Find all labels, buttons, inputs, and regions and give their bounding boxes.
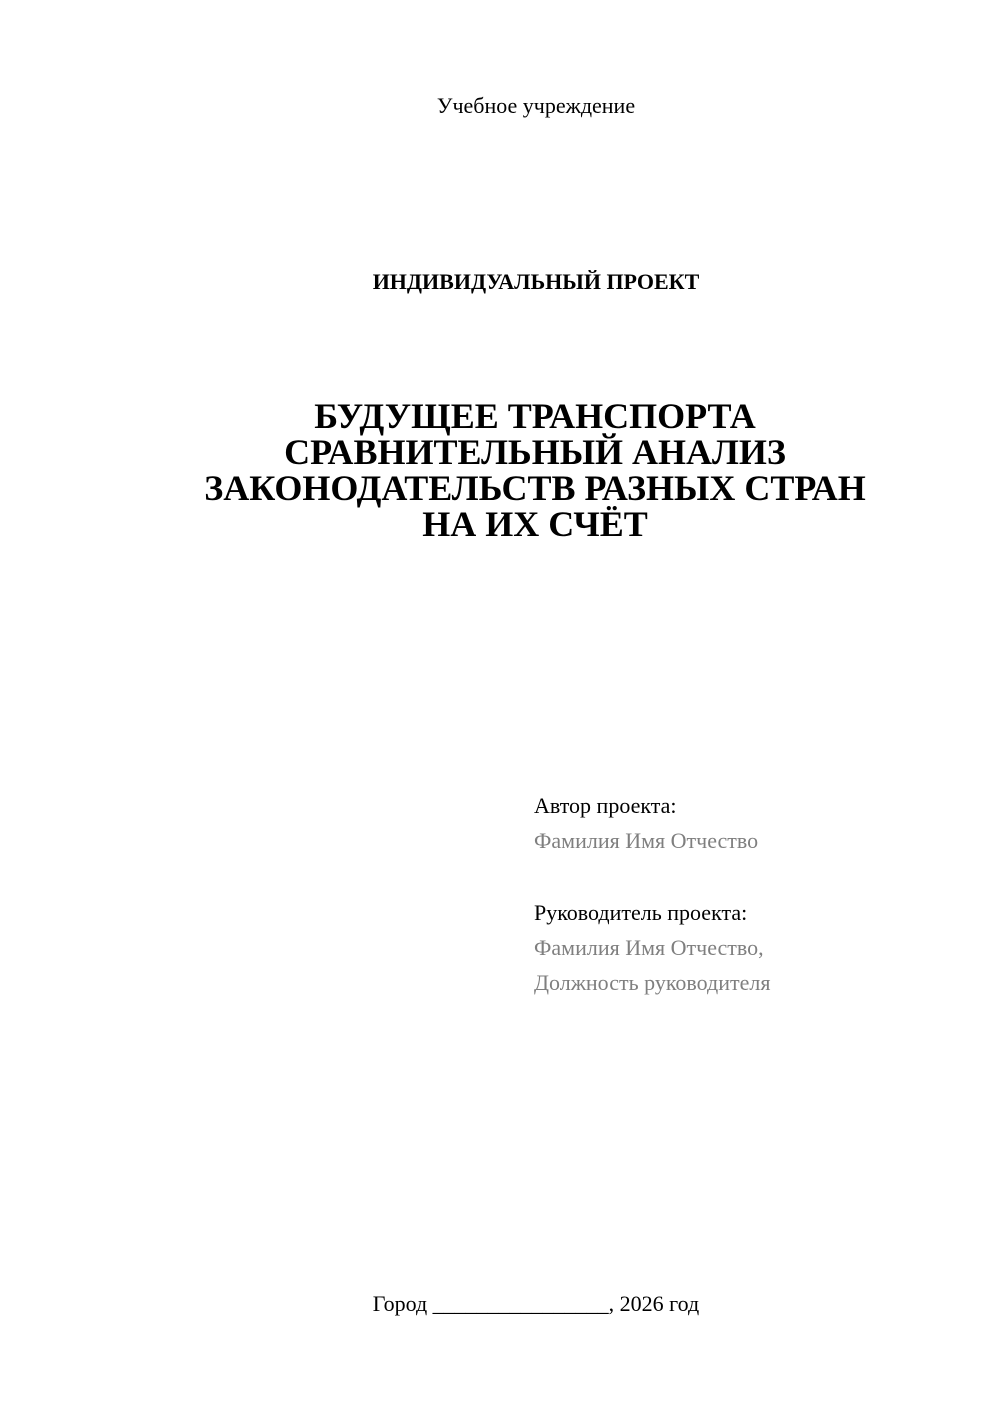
supervisor-position: Должность руководителя	[534, 970, 771, 995]
city-year-line: Город ________________, 2026 год	[372, 1291, 700, 1316]
supervisor-label: Руководитель проекта:	[534, 900, 748, 925]
institution-name: Учебное учреждение	[436, 93, 636, 118]
project-title-line: НА ИХ СЧЁТ	[422, 504, 648, 544]
project-title-line: БУДУЩЕЕ ТРАНСПОРТА	[314, 396, 756, 436]
credits-block	[534, 788, 974, 1000]
author-name: Фамилия Имя Отчество	[534, 828, 759, 853]
supervisor-name: Фамилия Имя Отчество,	[534, 935, 764, 960]
author-label: Автор проекта:	[534, 793, 677, 818]
project-title	[0, 398, 1000, 542]
project-type-heading: ИНДИВИДУАЛЬНЫЙ ПРОЕКТ	[372, 269, 700, 294]
project-title-line: СРАВНИТЕЛЬНЫЙ АНАЛИЗ	[284, 432, 786, 472]
credits-spacer	[534, 858, 974, 895]
project-title-line: ЗАКОНОДАТЕЛЬСТВ РАЗНЫХ СТРАН	[204, 468, 866, 508]
